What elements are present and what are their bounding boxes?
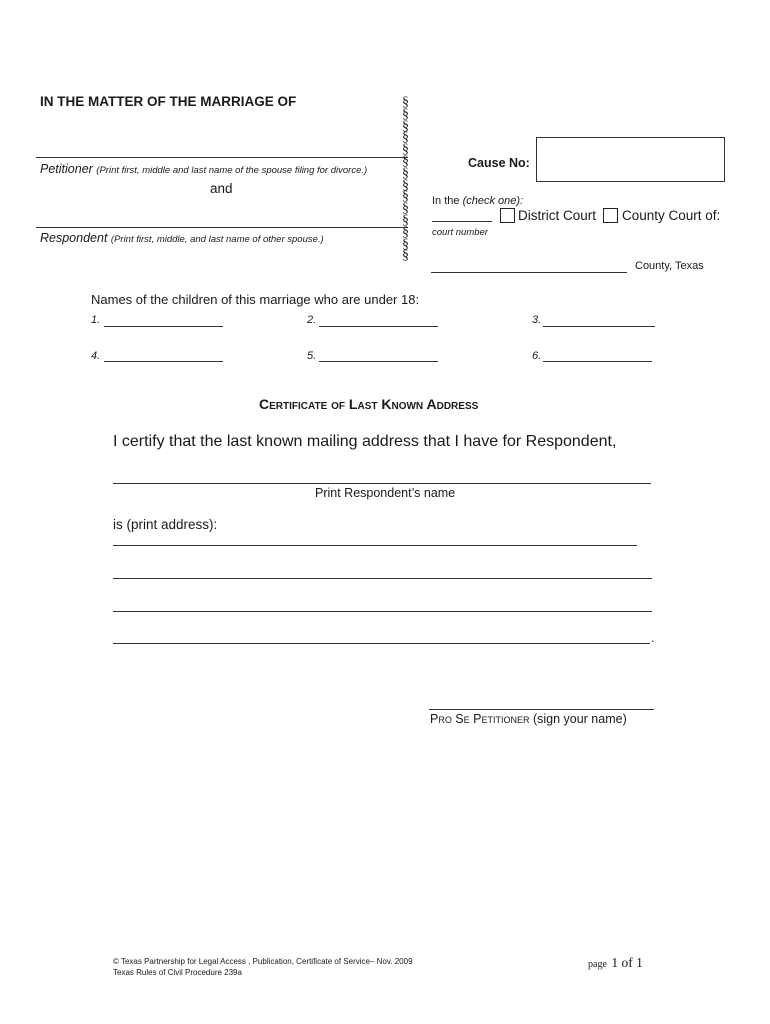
section-symbol: § [402, 118, 409, 134]
address-line-1[interactable] [113, 545, 637, 546]
child-name-line[interactable] [543, 361, 652, 362]
signature-role: Pro Se Petitioner [430, 712, 530, 726]
petitioner-label: Petitioner [40, 162, 93, 176]
county-texas-label: County, Texas [635, 260, 704, 272]
respondent-name-line[interactable] [36, 227, 408, 228]
section-symbol: § [402, 95, 409, 110]
court-selection-prompt [432, 195, 523, 207]
section-symbols-column [402, 97, 409, 262]
footer-rule-reference: Texas Rules of Civil Procedure 239a [113, 968, 242, 977]
child-name-line[interactable] [319, 326, 438, 327]
print-address-label: is (print address): [113, 517, 218, 532]
certify-statement: I certify that the last known mailing address that I have for Respondent, [113, 433, 617, 450]
section-symbol: § [402, 201, 409, 217]
district-court-checkbox[interactable] [500, 208, 515, 223]
child-name-line[interactable] [104, 326, 223, 327]
petitioner-name-line[interactable] [36, 157, 408, 158]
child-slot-number: 5. [307, 350, 317, 362]
respondent-hint: (Print first, middle, and last name of other spouse.) [110, 234, 324, 245]
address-period: . [651, 630, 655, 645]
county-name-line[interactable] [431, 272, 627, 273]
print-name-label: Print Respondent’s name [315, 486, 456, 500]
section-symbol: § [402, 130, 409, 146]
certificate-title: Certificate of Last Known Address [259, 396, 479, 412]
child-slot-number: 4. [91, 350, 101, 362]
county-court-label: County Court of: [622, 208, 721, 223]
signature-hint: (sign your name) [532, 712, 627, 726]
county-court-checkbox[interactable] [603, 208, 618, 223]
court-number-line[interactable] [432, 221, 492, 222]
petitioner-hint: (Print first, middle and last name of the spouse filing for divorce.) [96, 165, 368, 176]
section-symbol: § [402, 165, 409, 181]
check-one-hint: (check one): [462, 195, 524, 207]
page-number [588, 954, 643, 972]
child-slot-number: 3. [532, 314, 542, 326]
section-symbol: § [402, 106, 409, 122]
section-symbol: § [402, 212, 409, 228]
child-slot-number: 1. [91, 314, 101, 326]
section-symbol: § [402, 236, 409, 252]
children-label: Names of the children of this marriage who are under 18: [91, 292, 420, 307]
district-court-label: District Court [518, 208, 597, 223]
cause-label: Cause No: [468, 156, 530, 170]
section-symbol: § [402, 142, 409, 158]
respondent-label: Respondent [40, 231, 108, 245]
matter-title: IN THE MATTER OF THE MARRIAGE OF [40, 94, 297, 109]
page-value: 1 of 1 [611, 955, 643, 970]
section-symbol: § [402, 224, 409, 240]
respondent-caption [40, 231, 324, 245]
signature-label [430, 712, 627, 726]
petitioner-caption [40, 162, 367, 176]
child-name-line[interactable] [319, 361, 438, 362]
section-symbol: § [402, 248, 409, 264]
signature-line[interactable] [429, 709, 654, 710]
and-text: and [210, 181, 233, 196]
respondent-print-name-line[interactable] [113, 483, 651, 484]
footer-copyright: © Texas Partnership for Legal Access , Publication, Certificate of Service– Nov. 2009 [113, 957, 413, 966]
in-the-label: In the [432, 195, 460, 207]
section-symbol: § [402, 177, 409, 193]
child-slot-number: 6. [532, 350, 542, 362]
court-number-label: court number [432, 227, 488, 238]
address-line-4[interactable] [113, 643, 650, 644]
cause-number-box[interactable] [536, 137, 725, 182]
address-line-2[interactable] [113, 578, 652, 579]
section-symbol: § [402, 153, 409, 169]
page-prefix: page [588, 959, 607, 970]
child-slot-number: 2. [307, 314, 317, 326]
section-symbol: § [402, 189, 409, 205]
child-name-line[interactable] [543, 326, 655, 327]
child-name-line[interactable] [104, 361, 223, 362]
address-line-3[interactable] [113, 611, 652, 612]
